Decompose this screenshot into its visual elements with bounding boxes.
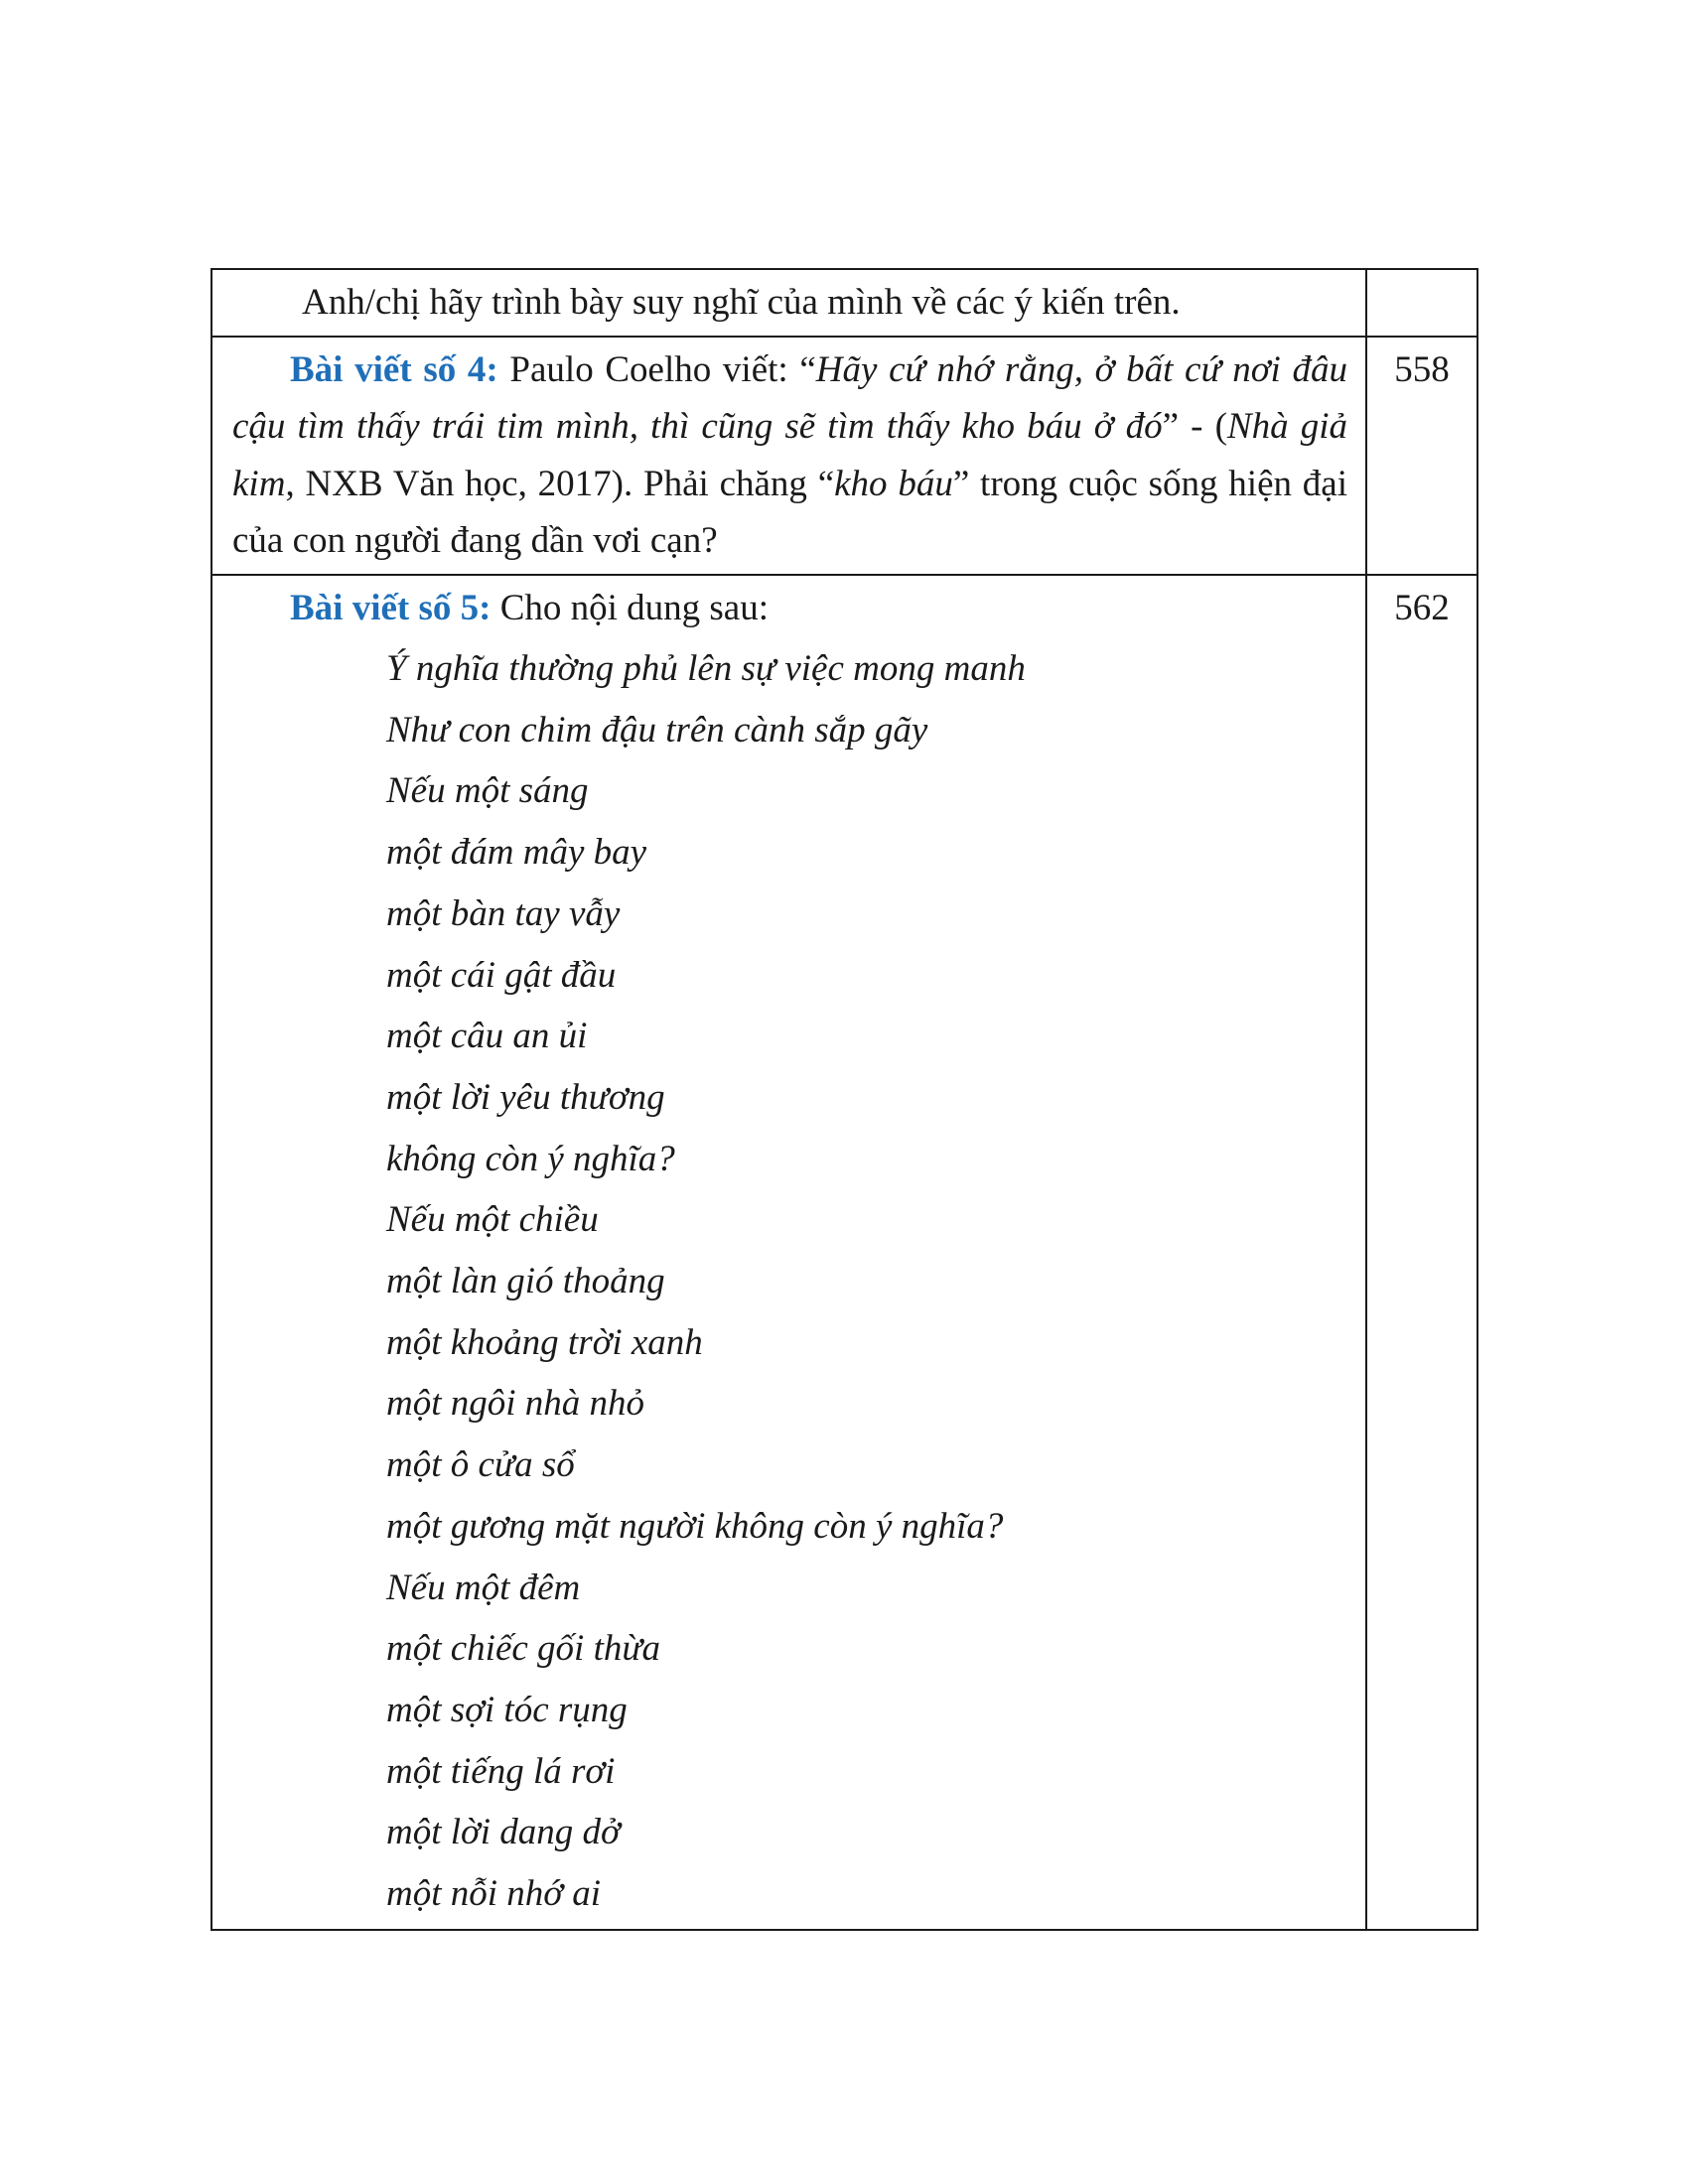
entry-text-segment: ” trong cuộc sống hiện đại của con người đang dần vơi cạn? [232, 463, 1347, 561]
entry-text [232, 580, 1347, 637]
poem-line: một lời yêu thương [386, 1076, 665, 1118]
table-row [211, 575, 1477, 1930]
poem-line: một gương mặt người không còn ý nghĩa? [386, 1505, 1004, 1547]
entry-text: Anh/chị hãy trình bày suy nghĩ của mình về các ý kiến trên. [302, 282, 1181, 323]
page-number: 562 [1394, 587, 1450, 628]
page-number-cell [1366, 575, 1477, 1930]
quote-text: Hãy cứ nhớ rằng, ở bất cứ nơi đâu cậu tìm thấy trái tim mình, thì cũng sẽ tìm thấy kho báu ở đó [232, 348, 1348, 447]
entry-cell [211, 575, 1366, 1930]
poem-line: một ô cửa sổ [386, 1444, 575, 1486]
poem-line: Ý nghĩa thường phủ lên sự việc mong manh [386, 648, 1026, 689]
poem-line: Như con chim đậu trên cành sắp gãy [386, 709, 928, 751]
poem-line: một chiếc gối thừa [386, 1628, 661, 1670]
page-number-cell [1366, 269, 1477, 337]
poem-line: một ngôi nhà nhỏ [386, 1383, 645, 1425]
poem-line: một lời dang dở [386, 1812, 621, 1853]
entry-text-segment: ” - ( [1162, 406, 1227, 447]
poem-line: một đám mây bay [386, 832, 647, 874]
poem-line: một làn gió thoảng [386, 1261, 665, 1302]
entry-label: Bài viết số 4: [290, 348, 498, 390]
poem-line: một khoảng trời xanh [386, 1321, 703, 1363]
poem-line: một sợi tóc rụng [386, 1689, 628, 1730]
entry-cell [211, 269, 1366, 337]
poem-line: một câu an ủi [386, 1016, 588, 1057]
book-title: Nhà giả kim [232, 406, 1347, 504]
quoted-term: kho báu [834, 463, 953, 504]
table-row [211, 269, 1477, 337]
entry-text-segment: Cho nội dung sau: [491, 587, 770, 628]
contents-table [211, 268, 1478, 1931]
entry-text-segment: , NXB Văn học, 2017). Phải chăng “ [285, 463, 835, 504]
entry-text-segment: Paulo Coelho viết: “ [497, 348, 816, 390]
poem-line: Nếu một chiều [386, 1199, 599, 1241]
poem-line: một tiếng lá rơi [386, 1750, 616, 1792]
poem-line: không còn ý nghĩa? [386, 1138, 675, 1179]
poem-line: Nếu một đêm [386, 1567, 581, 1608]
poem-line: một bàn tay vẫy [386, 892, 621, 934]
poem-line: một cái gật đầu [386, 954, 617, 996]
table-row [211, 337, 1477, 575]
entry-cell [211, 337, 1366, 575]
entry-text [232, 341, 1347, 570]
entry-label: Bài viết số 5: [290, 587, 492, 628]
poem [232, 638, 1347, 1925]
page-number-cell [1366, 337, 1477, 575]
poem-line: Nếu một sáng [386, 770, 589, 812]
poem-line: một nỗi nhớ ai [386, 1873, 602, 1915]
page-number: 558 [1394, 348, 1450, 390]
